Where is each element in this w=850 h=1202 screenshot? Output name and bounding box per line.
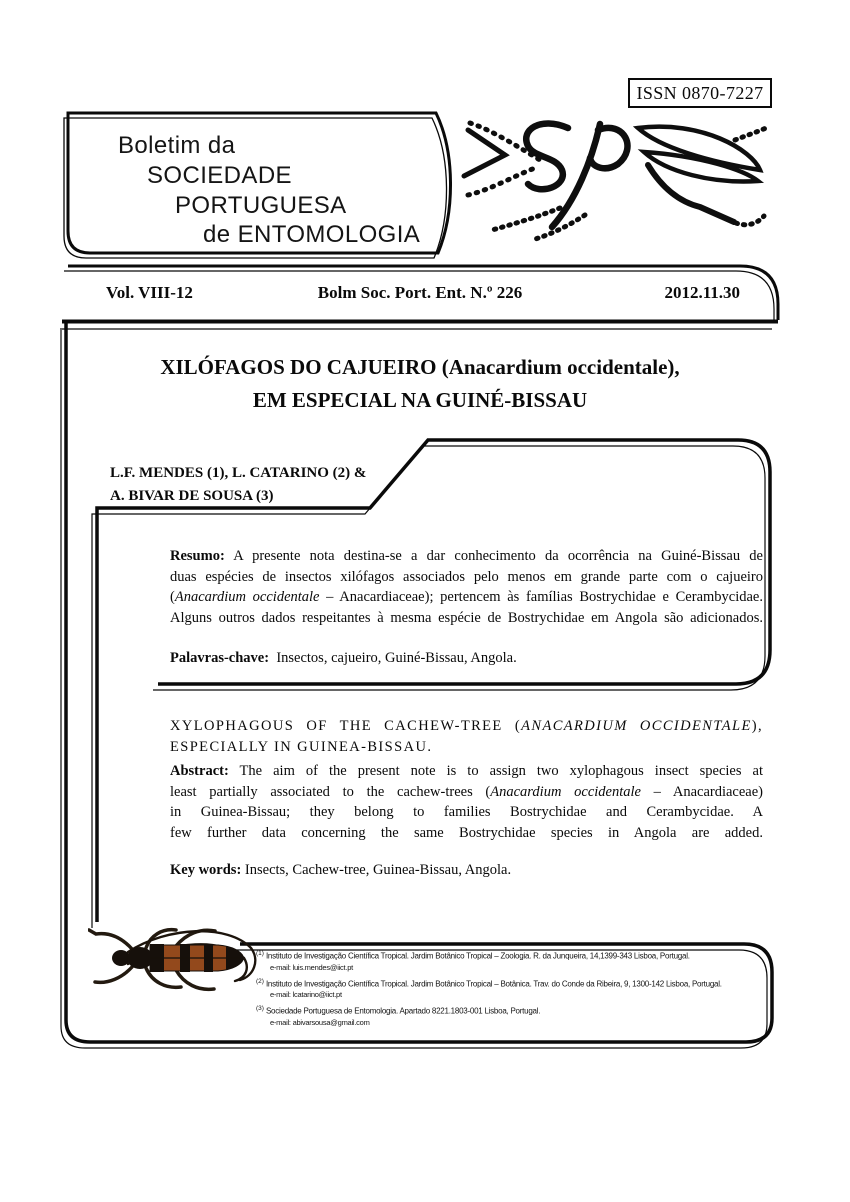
resumo-box-frame-echo <box>92 446 765 928</box>
affiliation-2 <box>256 976 768 990</box>
affiliation-1-number: (1) <box>256 950 264 957</box>
affiliation-1 <box>256 948 768 962</box>
authors-line-1: L.F. MENDES (1), L. CATARINO (2) & <box>110 465 367 481</box>
authors <box>110 462 366 508</box>
bulletin-number: Bolm Soc. Port. Ent. N.º 226 <box>317 283 523 302</box>
palavras-chave: Palavras-chave: Insectos, cajueiro, Guiné-Bissau, Angola. <box>170 650 517 666</box>
masthead-line-2: SOCIEDADE <box>147 162 292 189</box>
resumo-paragraph <box>170 546 763 628</box>
masthead-line-3: PORTUGUESA <box>175 192 347 219</box>
abstract-line: in Guinea-Bissau; they belong to families Bostrychidae and Cerambycidae. A <box>170 804 763 821</box>
resumo-line: (Anacardium occidentale – Anacardiaceae); pertencem às famílias Bostrychidae e Cerambycidae. <box>170 589 763 606</box>
affiliation-2-number: (2) <box>256 977 264 985</box>
article-title-line-1: XILÓFAGOS DO CAJUEIRO (Anacardium occidentale), <box>160 355 680 379</box>
abstract-line: Abstract: The aim of the present note is to assign two xylophagous insect species at <box>170 763 763 779</box>
issn-box <box>628 78 772 108</box>
article-title-line-2: EM ESPECIAL NA GUINÉ-BISSAU <box>252 388 588 412</box>
affiliation-3-text: Sociedade Portuguesa de Entomologia. Apartado 8221.1803-001 Lisboa, Portugal. <box>265 1006 541 1016</box>
key-words: Key words: Insects, Cachew-tree, Guinea-Bissau, Angola. <box>170 862 512 878</box>
article-title <box>62 351 778 417</box>
resumo-line: Alguns outros dados respeitantes à mesma espécie de Bostrychidae em Angola são adicionados. <box>170 609 763 626</box>
affiliation-3-number: (3) <box>256 1005 264 1013</box>
affiliation-2-email: e-mail: lcatarino@iict.pt <box>270 990 342 1000</box>
resumo-box-frame <box>97 440 770 922</box>
affiliation-2-text: Instituto de Investigação Científica Tropical. Jardim Botânico Tropical – Botânica. Trav. do Conde da Ribeira, 9, 1300-142 Lisboa, Portugal. <box>265 979 722 989</box>
issn-text: ISSN 0870-7227 <box>636 82 764 103</box>
abstract-line: least partially associated to the cachew-trees (Anacardium occidentale – Anacardiaceae) <box>170 783 763 800</box>
abstract-paragraph <box>170 761 763 843</box>
volume-label: Vol. VIII-12 <box>106 283 193 302</box>
affiliation-1-email: e-mail: luis.mendes@iict.pt <box>270 962 353 972</box>
longhorn-beetle-image <box>88 918 273 1008</box>
affiliations <box>256 948 768 1031</box>
spe-insect-logo-icon <box>452 108 797 253</box>
english-title-line-1: XYLOPHAGOUS OF THE CACHEW-TREE (ANACARDIUM OCCIDENTALE), <box>170 718 763 734</box>
masthead-line-4: de ENTOMOLOGIA <box>203 221 421 248</box>
masthead-line-1: Boletim da <box>118 132 236 159</box>
affiliation-3 <box>256 1003 768 1017</box>
issue-date: 2012.11.30 <box>664 283 740 302</box>
english-title <box>170 716 763 757</box>
english-title-line-2: ESPECIALLY IN GUINEA-BISSAU. <box>170 738 433 755</box>
affiliation-1-text: Instituto de Investigação Científica Tropical. Jardim Botânico Tropical – Zoologia. R. da Junqueira, 14,1399-343 Lisboa, Portugal. <box>265 951 690 961</box>
affiliation-3-email: e-mail: abivarsousa@gmail.com <box>270 1017 370 1027</box>
resumo-line: duas espécies de insectos xilófagos associados pelo menos em grande parte com o cajueiro <box>170 568 763 585</box>
authors-line-2: A. BIVAR DE SOUSA (3) <box>110 488 274 504</box>
abstract-line: few further data concerning the same Bostrychidae species in Angola are added. <box>170 824 763 841</box>
resumo-line: Resumo: A presente nota destina-se a dar conhecimento da ocorrência na Guiné-Bissau de <box>170 548 763 564</box>
